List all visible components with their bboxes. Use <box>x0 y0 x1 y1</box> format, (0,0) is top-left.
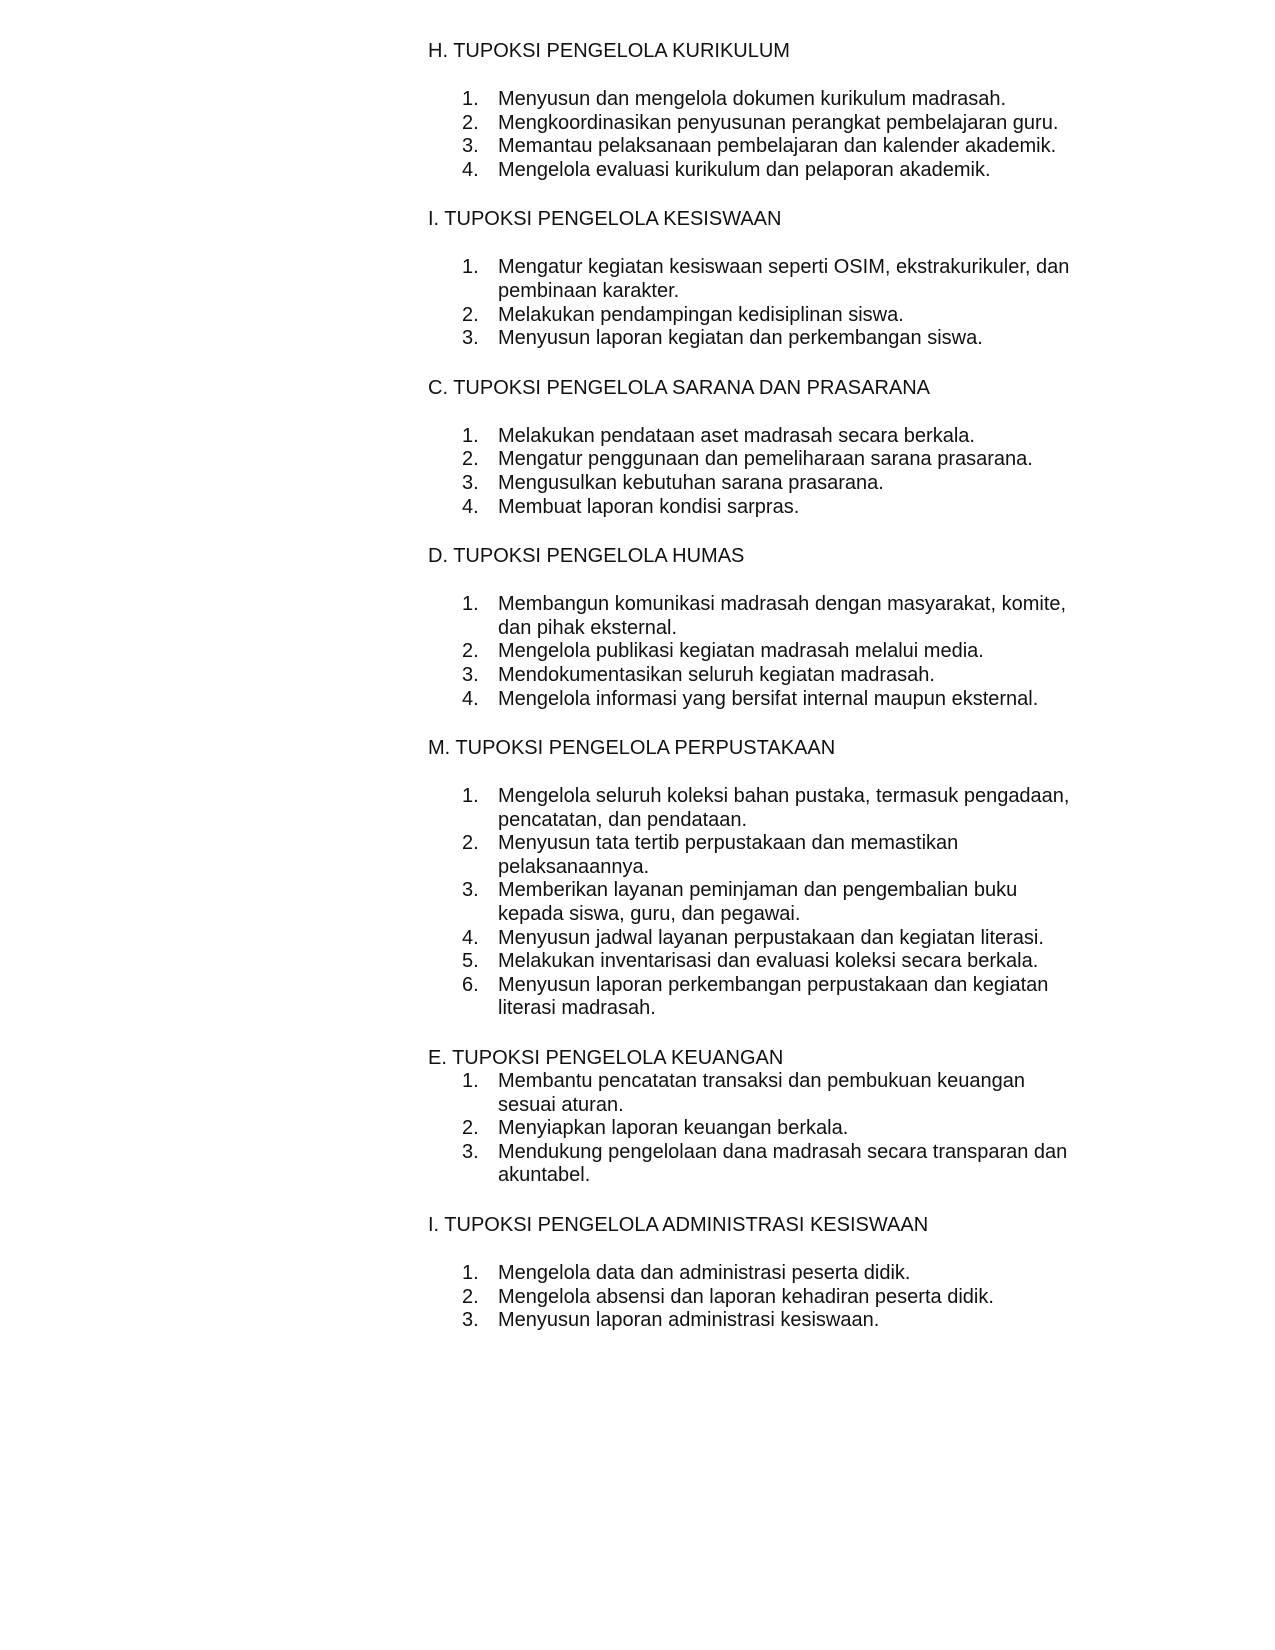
list-item <box>428 1262 1078 1286</box>
list-item <box>428 950 1078 974</box>
duty-list <box>428 256 1128 350</box>
item-number: 2. <box>462 640 479 663</box>
list-item <box>428 88 1078 112</box>
item-number: 3. <box>462 1140 479 1163</box>
item-text: Mengatur kegiatan kesiswaan seperti OSIM, ekstrakurikuler, dan pembinaan karakter. <box>498 256 1070 302</box>
list-item <box>428 135 1078 159</box>
item-text: Membantu pencatatan transaksi dan pembukuan keuangan sesuai aturan. <box>498 1070 1026 1116</box>
section-administrasi-kesiswaan <box>428 1213 1128 1333</box>
item-number: 4. <box>462 687 479 710</box>
section-title: I. TUPOKSI PENGELOLA KESISWAAN <box>428 208 782 231</box>
list-item <box>428 832 1078 879</box>
list-item <box>428 304 1078 328</box>
section-perpustakaan <box>428 736 1128 1021</box>
item-text: Menyiapkan laporan keuangan berkala. <box>498 1117 849 1140</box>
item-text: Mendokumentasikan seluruh kegiatan madrasah. <box>498 663 935 686</box>
list-item <box>428 1309 1078 1333</box>
list-item <box>428 1286 1078 1310</box>
section-title: E. TUPOKSI PENGELOLA KEUANGAN <box>428 1047 784 1070</box>
item-number: 1. <box>462 88 479 110</box>
list-item <box>428 688 1078 712</box>
item-text: Mengusulkan kebutuhan sarana prasarana. <box>498 471 884 494</box>
list-item <box>428 472 1078 496</box>
item-text: Mengelola evaluasi kurikulum dan pelaporan akademik. <box>498 158 991 181</box>
item-text: Membuat laporan kondisi sarpras. <box>498 495 800 518</box>
item-text: Menyusun laporan administrasi kesiswaan. <box>498 1309 880 1332</box>
item-number: 1. <box>462 1262 479 1284</box>
list-item <box>428 256 1078 303</box>
item-number: 2. <box>462 832 479 855</box>
item-number: 4. <box>462 495 479 518</box>
item-number: 4. <box>462 926 479 949</box>
list-item <box>428 593 1078 640</box>
list-item <box>428 640 1078 664</box>
list-item <box>428 927 1078 951</box>
item-number: 3. <box>462 135 479 158</box>
section-title: H. TUPOKSI PENGELOLA KURIKULUM <box>428 40 790 62</box>
duty-list <box>428 88 1128 182</box>
duty-list <box>428 425 1128 519</box>
item-number: 2. <box>462 111 479 134</box>
item-number: 4. <box>462 158 479 181</box>
list-item <box>428 1141 1078 1188</box>
list-item <box>428 785 1078 832</box>
item-number: 1. <box>462 424 479 447</box>
list-item <box>428 1070 1078 1117</box>
list-item <box>428 664 1078 688</box>
section-kesiswaan <box>428 207 1128 350</box>
item-text: Mengelola seluruh koleksi bahan pustaka, termasuk pengadaan, pencatatan, dan pendataan. <box>498 785 1070 831</box>
item-text: Menyusun laporan perkembangan perpustakaan dan kegiatan literasi madrasah. <box>498 973 1049 1020</box>
list-item <box>428 496 1078 520</box>
item-number: 3. <box>462 327 479 350</box>
item-number: 2. <box>462 303 479 326</box>
list-item <box>428 974 1078 1021</box>
item-text: Melakukan pendataan aset madrasah secara berkala. <box>498 424 975 447</box>
section-humas <box>428 544 1128 711</box>
item-text: Melakukan pendampingan kedisiplinan siswa. <box>498 303 904 326</box>
item-text: Mengkoordinasikan penyusunan perangkat pembelajaran guru. <box>498 111 1059 134</box>
item-number: 1. <box>462 593 479 616</box>
item-text: Memberikan layanan peminjaman dan pengembalian buku kepada siswa, guru, dan pegawai. <box>498 879 1018 926</box>
section-sarana-prasarana <box>428 376 1128 519</box>
item-number: 3. <box>462 879 479 902</box>
item-number: 1. <box>462 256 479 279</box>
item-text: Mengelola informasi yang bersifat internal maupun eksternal. <box>498 687 1039 710</box>
item-text: Menyusun laporan kegiatan dan perkembangan siswa. <box>498 327 983 350</box>
item-number: 6. <box>462 973 479 996</box>
list-item <box>428 112 1078 136</box>
section-kurikulum <box>428 39 1128 182</box>
list-item <box>428 425 1078 449</box>
section-title: D. TUPOKSI PENGELOLA HUMAS <box>428 545 745 568</box>
document-content <box>428 39 1128 1333</box>
section-title: C. TUPOKSI PENGELOLA SARANA DAN PRASARANA <box>428 376 931 399</box>
item-number: 2. <box>462 1285 479 1308</box>
item-text: Menyusun dan mengelola dokumen kurikulum madrasah. <box>498 88 1007 110</box>
item-number: 3. <box>462 471 479 494</box>
item-text: Mengatur penggunaan dan pemeliharaan sarana prasarana. <box>498 448 1033 471</box>
item-text: Mengelola publikasi kegiatan madrasah melalui media. <box>498 640 984 663</box>
item-text: Menyusun jadwal layanan perpustakaan dan kegiatan literasi. <box>498 926 1044 949</box>
item-text: Melakukan inventarisasi dan evaluasi koleksi secara berkala. <box>498 950 1039 973</box>
item-number: 2. <box>462 448 479 471</box>
section-keuangan <box>428 1046 1128 1188</box>
list-item <box>428 1117 1078 1141</box>
item-number: 3. <box>462 1309 479 1332</box>
duty-list <box>428 1070 1128 1188</box>
item-text: Membangun komunikasi madrasah dengan masyarakat, komite, dan pihak eksternal. <box>498 593 1067 639</box>
item-number: 1. <box>462 785 479 808</box>
duty-list <box>428 785 1128 1021</box>
duty-list <box>428 593 1128 711</box>
item-text: Mengelola data dan administrasi peserta didik. <box>498 1262 911 1284</box>
duty-list <box>428 1262 1128 1333</box>
item-text: Memantau pelaksanaan pembelajaran dan kalender akademik. <box>498 135 1057 158</box>
item-number: 2. <box>462 1117 479 1140</box>
list-item <box>428 159 1078 183</box>
item-number: 5. <box>462 950 479 973</box>
list-item <box>428 879 1078 926</box>
item-number: 1. <box>462 1070 479 1093</box>
section-title: M. TUPOKSI PENGELOLA PERPUSTAKAAN <box>428 737 836 760</box>
item-text: Mengelola absensi dan laporan kehadiran peserta didik. <box>498 1285 994 1308</box>
item-text: Mendukung pengelolaan dana madrasah secara transparan dan akuntabel. <box>498 1140 1068 1187</box>
item-text: Menyusun tata tertib perpustakaan dan memastikan pelaksanaannya. <box>498 832 959 878</box>
item-number: 3. <box>462 663 479 686</box>
list-item <box>428 327 1078 351</box>
section-title: I. TUPOKSI PENGELOLA ADMINISTRASI KESISWAAN <box>428 1214 929 1236</box>
list-item <box>428 448 1078 472</box>
